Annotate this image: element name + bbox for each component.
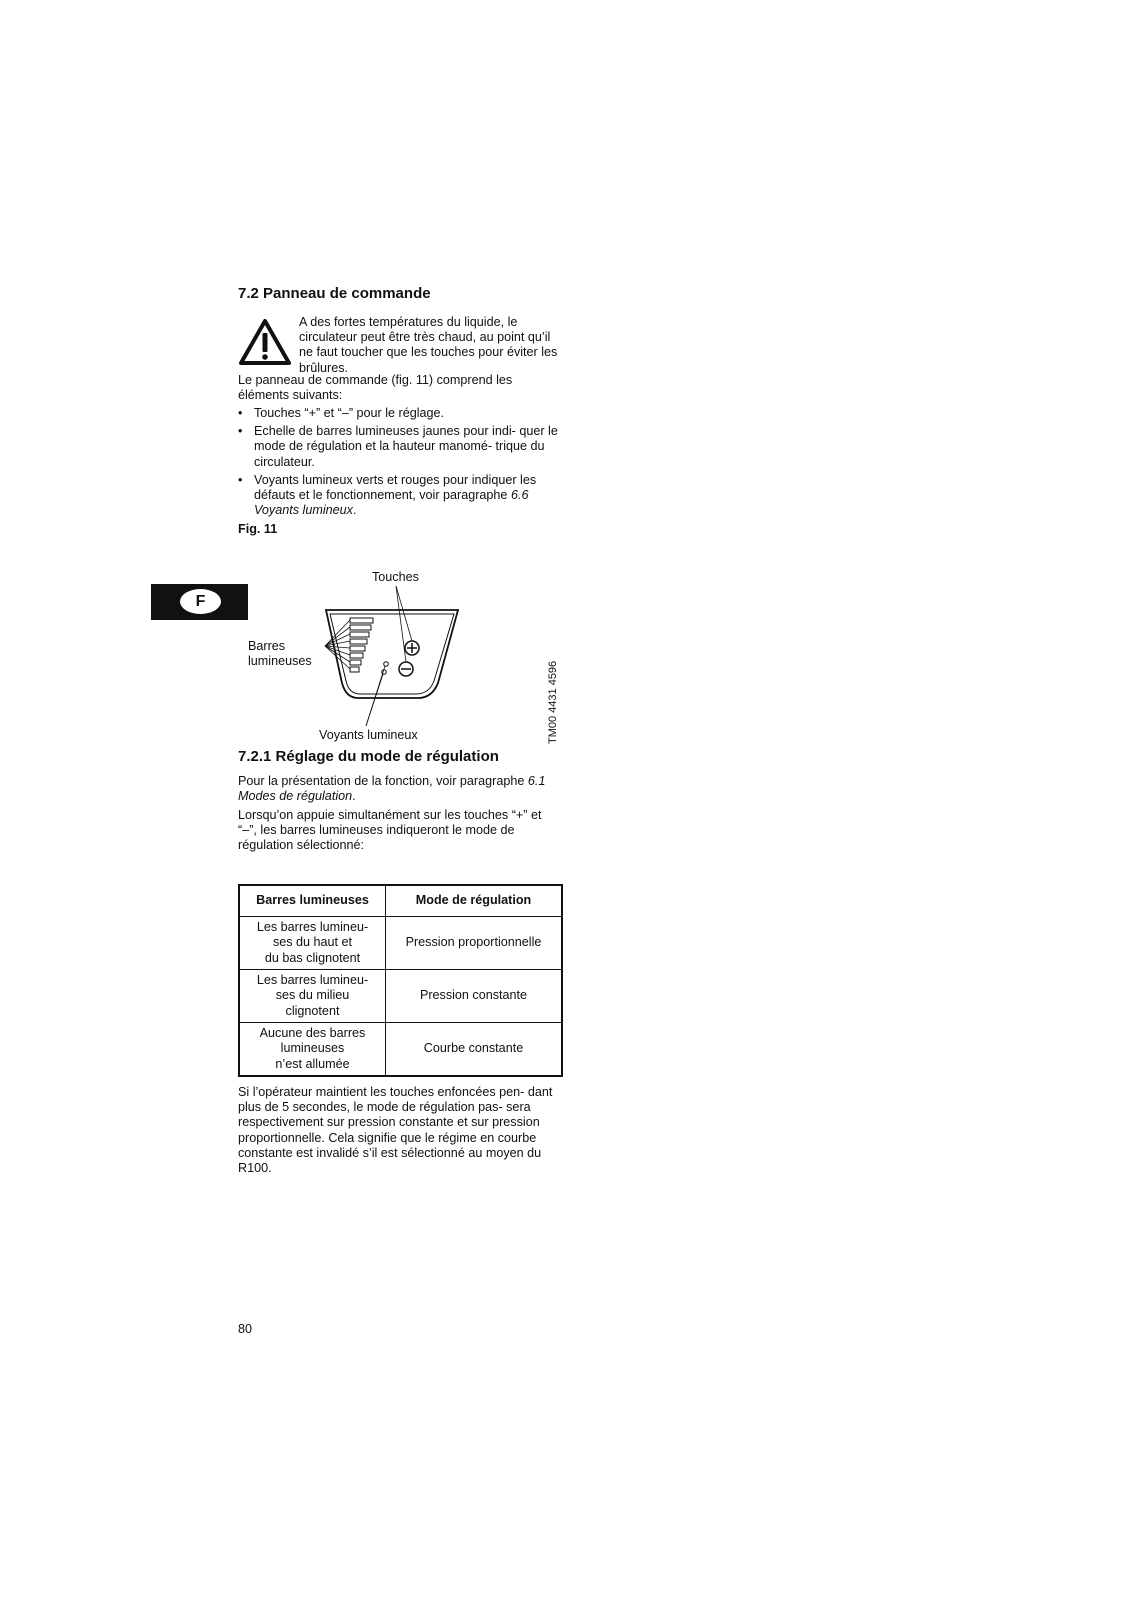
paragraph-reference: 6.1 Modes de régulation <box>238 774 546 804</box>
minus-button-icon <box>399 662 413 676</box>
table-header: Mode de régulation <box>386 885 563 917</box>
table-header-row <box>239 885 562 917</box>
indicator-light-icon <box>384 662 389 667</box>
list-item: • Touches “+” et “–” pour le réglage. <box>238 406 445 420</box>
list-item: • Voyants lumineux verts et rouges pour indiquer les défauts et le fonctionnement, voir paragraphe 6.6 Voyants lumineux. <box>238 472 537 518</box>
section-heading: 7.2 Panneau de commande <box>238 285 431 302</box>
subsection-heading: 7.2.1 Réglage du mode de régulation <box>238 748 499 765</box>
light-bar <box>350 625 371 630</box>
plus-button-icon <box>405 641 419 655</box>
language-tab-letter: F <box>180 589 221 614</box>
warning-triangle-icon <box>238 318 292 366</box>
light-bars <box>350 618 373 672</box>
panel-outline <box>326 610 458 698</box>
label-touches: Touches <box>372 570 419 584</box>
bullet-list <box>238 406 563 521</box>
page-number: 80 <box>238 1322 253 1336</box>
closing-paragraph: Si l’opérateur maintient les touches enfoncées pen- dant plus de 5 secondes, le mode de régulation pas- sera respectivement sur pression constante et sur pression proportionnelle. Cela signifie que le régime en courbe constante est invalidé s’il est sélectionné au moyen du R100. <box>238 1085 553 1176</box>
light-bar <box>350 639 367 644</box>
table-cell: Courbe constante <box>386 1023 563 1077</box>
light-bar <box>350 618 373 623</box>
intro-text: Le panneau de commande (fig. 11) comprend les éléments suivants: <box>238 373 513 403</box>
light-bar <box>350 660 361 665</box>
language-tab <box>151 584 248 620</box>
control-panel-figure <box>238 568 568 753</box>
table-cell: Aucune des barres lumineuses n’est allumée <box>239 1023 386 1077</box>
subsection-paragraph-2: Lorsqu’on appuie simultanément sur les touches “+” et “–”, les barres lumineuses indiqueront le mode de régulation sélectionné: <box>238 808 542 853</box>
table-cell: Les barres lumineu- ses du haut et du bas clignotent <box>239 917 386 970</box>
light-bar <box>350 667 359 672</box>
table-cell: Pression proportionnelle <box>386 917 563 970</box>
label-barres-2: lumineuses <box>248 654 312 668</box>
table-cell: Pression constante <box>386 970 563 1023</box>
table-row <box>239 1023 562 1077</box>
table-row <box>239 917 562 970</box>
figure-label: Fig. 11 <box>238 522 278 536</box>
list-item: • Echelle de barres lumineuses jaunes pour indi- quer le mode de régulation et la hauteur manomé- trique du circulateur. <box>238 424 558 469</box>
light-bar <box>350 632 369 637</box>
label-barres-1: Barres <box>248 639 286 653</box>
figure-code: TM00 4431 4596 <box>547 660 559 744</box>
regulation-mode-table <box>238 884 563 1077</box>
table-header: Barres lumineuses <box>239 885 386 917</box>
voyants-leader-lines <box>366 666 385 726</box>
light-bar <box>350 653 363 658</box>
table-row <box>239 970 562 1023</box>
table-cell: Les barres lumineu- ses du milieu clignotent <box>239 970 386 1023</box>
subsection-paragraph-1: Pour la présentation de la fonction, voir paragraphe 6.1 Modes de régulation. <box>238 774 546 804</box>
light-bar <box>350 646 365 651</box>
warning-text: A des fortes températures du liquide, le circulateur peut être très chaud, au point qu’il ne faut toucher que les touches pour éviter les brûlures. <box>299 315 558 375</box>
bullet-reference: 6.6 Voyants lumineux <box>254 488 529 518</box>
label-voyants: Voyants lumineux <box>319 728 418 742</box>
panel-inner-outline <box>330 614 454 694</box>
